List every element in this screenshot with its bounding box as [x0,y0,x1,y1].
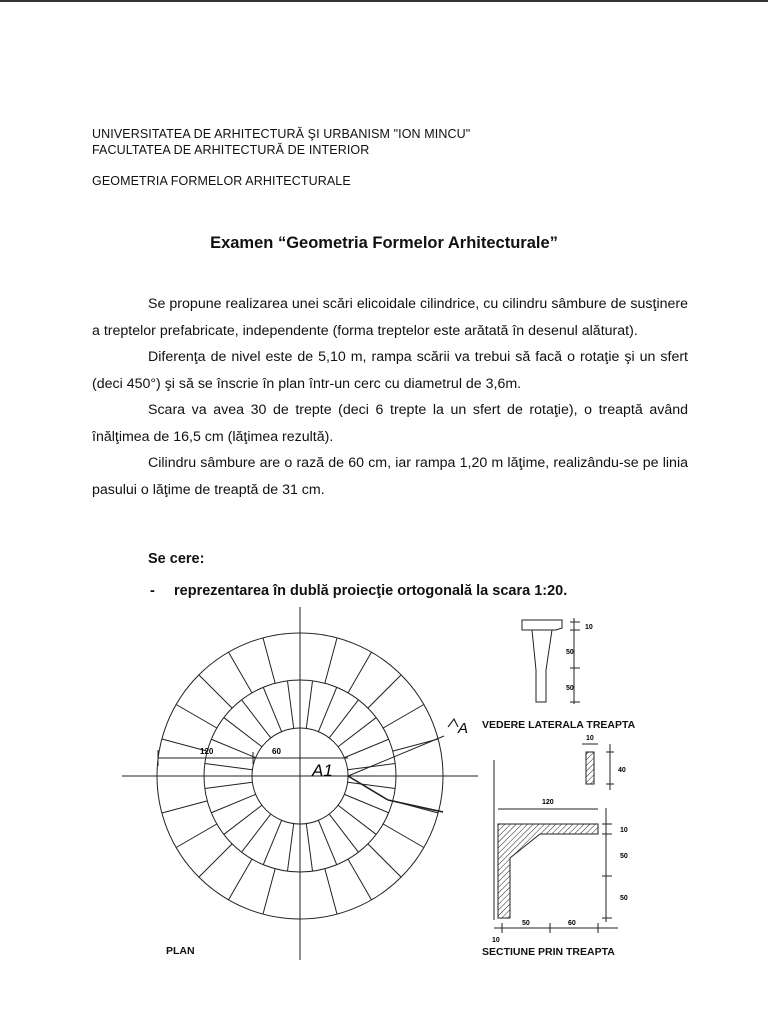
scan-top-border [0,0,768,2]
plan-step-line [176,824,217,848]
plan-step-line [368,675,401,708]
plan-first-step-edge [388,800,443,812]
plan-section-mark: A [458,720,469,737]
paragraph-3: Scara va avea 30 de trepte (deci 6 trepte la un sfert de rotaţie), o treaptă având înălţimea de 16,5 cm (lăţimea rezultă). [92,402,688,445]
course-name: GEOMETRIA FORMELOR ARHITECTURALE [92,174,351,188]
requirement-dash: - [150,583,155,599]
section-dim-40: 40 [618,767,626,774]
faculty-name: FACULTATEA DE ARHITECTURĂ DE INTERIOR [92,143,370,157]
plan-inner-line [205,782,253,788]
exam-title: Examen “Geometria Formelor Arhitecturale” [210,234,558,252]
plan-inner-line [344,739,388,757]
side-view-shaft [532,630,552,702]
plan-step-line [325,638,337,683]
plan-inner-line [329,814,358,852]
section-dim-50-right-a: 50 [620,853,628,860]
side-view-label: VEDERE LATERALA TREAPTA [482,719,636,731]
plan-inner-line [338,718,376,747]
plan-inner-line [205,763,253,769]
side-dim-10: 10 [585,624,593,631]
plan-step-line [325,869,337,914]
plan-inner-line [287,681,293,729]
section-step-profile [498,824,598,918]
plan-step-line [263,638,275,683]
plan-step-line [263,869,275,914]
plan-inner-line [306,681,312,729]
plan-inner-line [242,700,271,738]
section-dim-50-bottom: 50 [522,920,530,927]
plan-inner-line [263,820,281,864]
section-dim-120: 120 [542,799,554,806]
section-dim-50-right-b: 50 [620,895,628,902]
step-side-view [510,610,630,710]
paragraph-1: Se propune realizarea unei scări elicoidale cilindrice, cu cilindru sâmbure de susţinere a treptelor prefabricate, independente (forma treptelor este arătată în desenul alăturat). [92,296,688,339]
paragraph-2: Diferenţa de nivel este de 5,10 m, rampa scării va trebui să facă o rotaţie şi un sfert (deci 450°) şi să se înscrie în plan într-un cerc cu diametrul de 3,6m. [92,349,688,392]
exam-description [92,291,688,503]
plan-dim-60: 60 [272,747,281,756]
side-view-top-plate [522,620,562,630]
plan-handwritten-note: A1 [312,761,333,780]
plan-inner-line [211,739,255,757]
plan-inner-line [306,824,312,872]
plan-step-line [383,705,424,729]
plan-step-line [176,705,217,729]
section-dim-60-bottom: 60 [568,920,576,927]
plan-label: PLAN [166,945,195,957]
section-dim-10-top: 10 [586,735,594,742]
plan-step-line [348,859,372,900]
plan-step-line [383,824,424,848]
section-dim-10-right: 10 [620,827,628,834]
step-section [480,730,640,945]
plan-inner-line [318,820,336,864]
plan-step-line [199,675,232,708]
plan-inner-line [224,718,262,747]
plan-step-line [229,652,253,693]
plan-inner-line [242,814,271,852]
plan-step-line [348,652,372,693]
section-dim-10-bottom: 10 [492,937,500,944]
plan-inner-line [348,782,396,788]
plan-inner-line [338,805,376,834]
side-dim-50b: 50 [566,685,574,692]
requirement-text: reprezentarea în dublă proiecţie ortogonală la scara 1:20. [174,583,568,599]
section-label: SECTIUNE PRIN TREAPTA [482,946,615,958]
plan-inner-line [263,687,281,731]
requirements-heading: Se cere: [148,551,205,567]
requirement-item [150,583,567,599]
plan-inner-line [329,700,358,738]
plan-step-line [199,844,232,877]
plan-inner-line [287,824,293,872]
plan-step-line [162,801,207,813]
plan-inner-line [318,687,336,731]
plan-section-line-2 [348,776,388,800]
section-small-block [586,752,594,784]
plan-step-line [368,844,401,877]
university-name: UNIVERSITATEA DE ARHITECTURĂ ŞI URBANISM "ION MINCU" [92,127,471,141]
plan-inner-line [224,805,262,834]
side-dim-50a: 50 [566,649,574,656]
plan-inner-line [211,794,255,812]
plan-section-arrow [448,719,458,727]
paragraph-4: Cilindru sâmbure are o rază de 60 cm, iar rampa 1,20 m lăţime, realizându-se pe linia pasului o lăţime de treaptă de 31 cm. [92,455,688,498]
plan-dim-120: 120 [200,747,214,756]
plan-step-line [229,859,253,900]
plan-drawing [0,600,768,1024]
